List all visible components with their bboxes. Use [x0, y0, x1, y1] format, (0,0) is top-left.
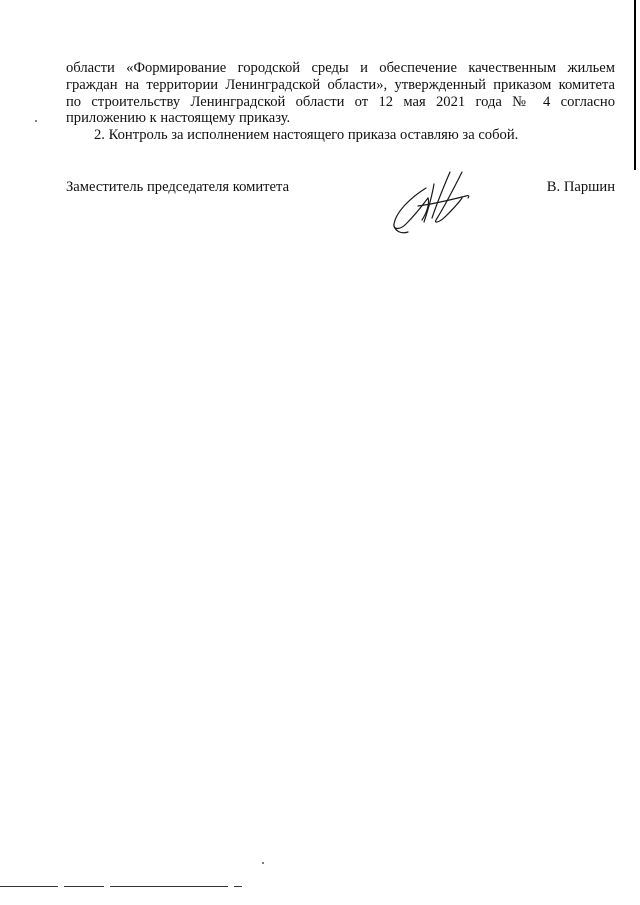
text-line: граждан на территории Ленинградской области», утвержденный приказом комитета — [66, 76, 615, 93]
signature-block — [66, 178, 615, 198]
handwritten-signature — [388, 170, 498, 236]
footer-rule — [0, 886, 242, 888]
document-body — [66, 60, 615, 144]
signatory-name: В. Паршин — [546, 179, 615, 195]
scan-edge-line — [634, 0, 636, 170]
scan-speck — [262, 862, 264, 864]
text-line: по строительству Ленинградской области от 12 мая 2021 года № 4 согласно — [66, 93, 615, 110]
text-line: приложению к настоящему приказу. — [66, 110, 291, 127]
scan-speck — [35, 120, 37, 122]
paragraph-continuation — [66, 60, 615, 127]
signatory-position: Заместитель председателя комитета — [66, 179, 290, 195]
text-line: области «Формирование городской среды и обеспечение качественным жильем — [66, 60, 615, 76]
paragraph-control-clause: 2. Контроль за исполнением настоящего приказа оставляю за собой. — [94, 127, 519, 144]
